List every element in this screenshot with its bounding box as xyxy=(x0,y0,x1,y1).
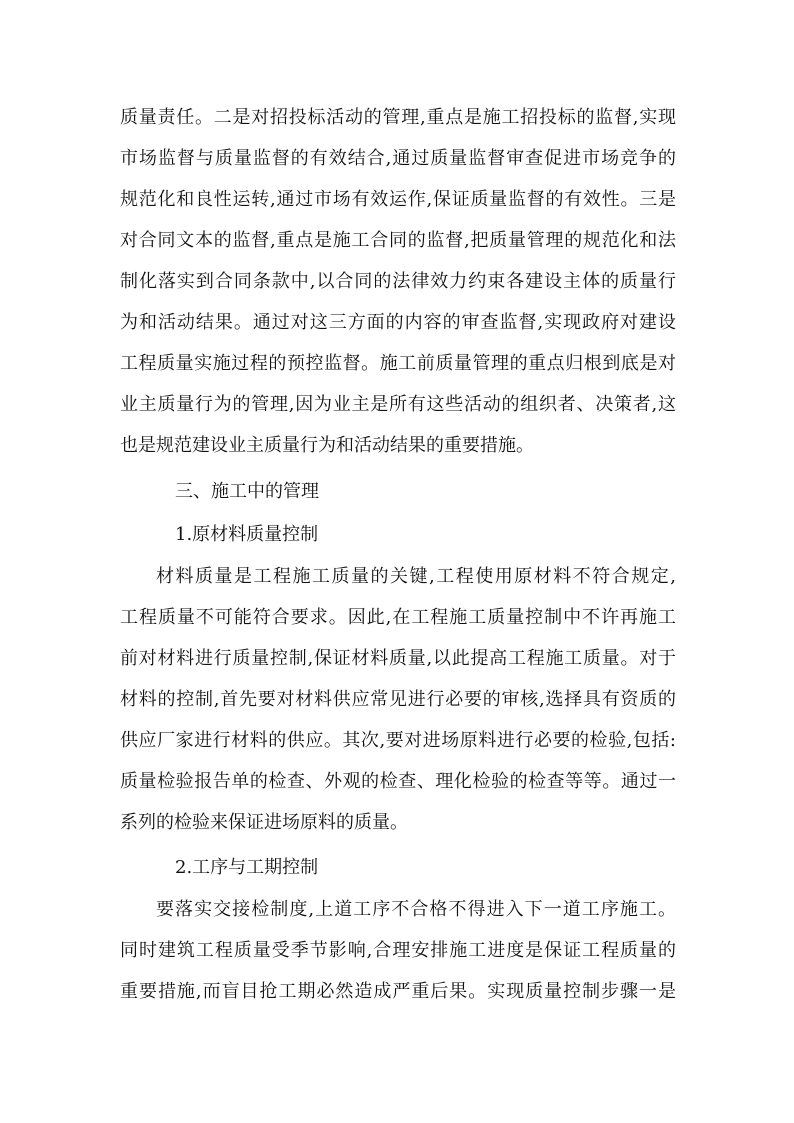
paragraph-1-line-5: 制化落实到合同条款中,以合同的法律效力约束各建设主体的质量行 xyxy=(120,271,676,292)
paragraph-1-line-4: 对合同文本的监督,重点是施工合同的监督,把质量管理的规范化和法 xyxy=(120,230,676,251)
paragraph-2-line-3: 前对材料进行质量控制,保证材料质量,以此提高工程施工质量。对于 xyxy=(120,648,676,669)
paragraph-1-line-1: 质量责任。二是对招投标活动的管理,重点是施工招投标的监督,实现 xyxy=(120,107,676,128)
paragraph-2-line-5: 供应厂家进行材料的供应。其次,要对进场原料进行必要的检验,包括: xyxy=(120,730,676,751)
paragraph-2-line-2: 工程质量不可能符合要求。因此,在工程施工质量控制中不许再施工 xyxy=(120,607,676,628)
paragraph-2-line-1: 材料质量是工程施工质量的关键,工程使用原材料不符合规定, xyxy=(156,566,676,587)
paragraph-2-line-4: 材料的控制,首先要对材料供应常见进行必要的审核,选择具有资质的 xyxy=(120,689,676,710)
paragraph-3-line-1: 要落实交接检制度,上道工序不合格不得进入下一道工序施工。 xyxy=(156,899,676,920)
paragraph-3-line-3: 重要措施,而盲目抢工期必然造成严重后果。实现质量控制步骤一是 xyxy=(120,981,676,1002)
paragraph-1-line-2: 市场监督与质量监督的有效结合,通过质量监督审查促进市场竞争的 xyxy=(120,148,676,169)
paragraph-1-line-7: 工程质量实施过程的预控监督。施工前质量管理的重点归根到底是对 xyxy=(120,353,676,374)
paragraph-1-line-6: 为和活动结果。通过对这三方面的内容的审查监督,实现政府对建设 xyxy=(120,312,676,333)
paragraph-1-line-8: 业主质量行为的管理,因为业主是所有这些活动的组织者、决策者,这 xyxy=(120,394,676,415)
paragraph-2-line-7: 系列的检验来保证进场原料的质量。 xyxy=(120,812,408,833)
paragraph-1-line-3: 规范化和良性运转,通过市场有效运作,保证质量监督的有效性。三是 xyxy=(120,189,676,210)
section-heading: 三、施工中的管理 xyxy=(175,481,319,502)
paragraph-1-line-9: 也是规范建设业主质量行为和活动结果的重要措施。 xyxy=(120,435,534,456)
subsection-heading-2: 2.工序与工期控制 xyxy=(175,857,319,878)
subsection-heading-1: 1.原材料质量控制 xyxy=(175,524,319,545)
paragraph-3-line-2: 同时建筑工程质量受季节影响,合理安排施工进度是保证工程质量的 xyxy=(120,940,676,961)
paragraph-2-line-6: 质量检验报告单的检查、外观的检查、理化检验的检查等等。通过一 xyxy=(120,771,676,792)
